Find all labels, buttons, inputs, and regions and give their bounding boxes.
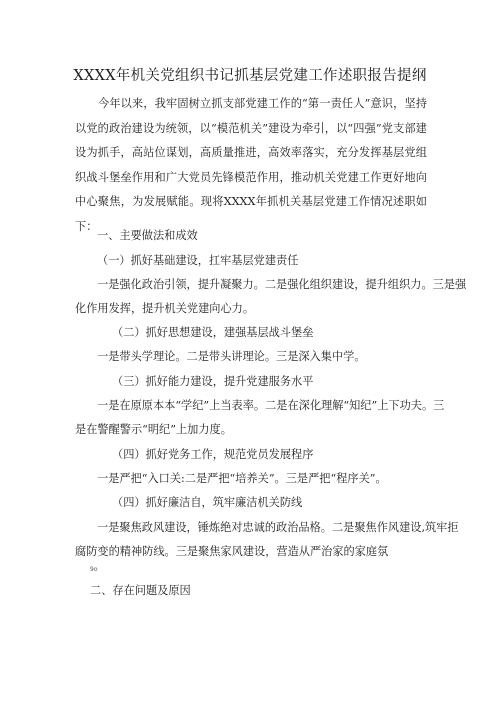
intro-paragraph: 今年以来，我牢固树立抓支部党建工作的“第一责任人”意识，坚持以党的政治建设为统领，以“模范机关”建设为牵引，以“四强”党支部建设为抓手，高站位谋划，高质量推进，高效率落实，充分发挥基层党组织战斗堡垒作用和广大党员先锋模范作用，推动机关党建工作更好地向中心聚焦，为发展赋能。现将XXXX年抓机关基层党建工作情况述职如下： (75, 97, 427, 233)
paragraph-line: 一是在原原本本“学纪”上当表率。二是在深化理解“知纪”上下功夫。三 (97, 399, 445, 412)
paragraph-line: 一是强化政治引领，提升凝聚力。二是强化组织建设，提升组织力。三是强 (97, 278, 467, 291)
subsection-heading-capability: （三）抓好能力建设，提升党建服务水平 (112, 375, 314, 388)
paragraph-line: 腐防变的精神防线。三是聚焦家风建设，营造从严治家的家庭氛 (75, 545, 389, 558)
page-mark: 9o (90, 566, 98, 573)
section-heading-achievements: 一、主要做法和成效 (97, 229, 198, 242)
subsection-heading-ideology: （二）抓好思想建设，建强基层战斗堡垒 (112, 326, 314, 339)
section-heading-problems: 二、存在问题及原因 (90, 584, 191, 597)
paragraph-line: 是在警醒警示“明纪”上加力度。 (75, 423, 232, 436)
paragraph-line: 一是严把“入口关:二是严把“培养关”。三是严把“程序关”。 (97, 472, 387, 485)
subsection-heading-foundation: （一）抓好基础建设，扛牢基层党建责任 (97, 254, 299, 267)
paragraph-line: 一是聚焦政风建设，锤炼绝对忠诚的政治品格。二是聚焦作风建设,筑牢拒 (97, 521, 459, 534)
paragraph-line: 化作用发挥，提升机关党建向心力。 (75, 302, 255, 315)
subsection-heading-integrity: （四）抓好廉洁自，筑牢廉洁机关防线 (112, 496, 303, 509)
document-title: XXXX年机关党组织书记抓基层党建工作述职报告提纲 (73, 68, 427, 84)
paragraph-line: 一是带头学理论。二是带头讲理论。三是深入集中学。 (97, 350, 366, 363)
subsection-heading-party-affairs: （四）抓好党务工作，规范党员发展程序 (112, 448, 314, 461)
